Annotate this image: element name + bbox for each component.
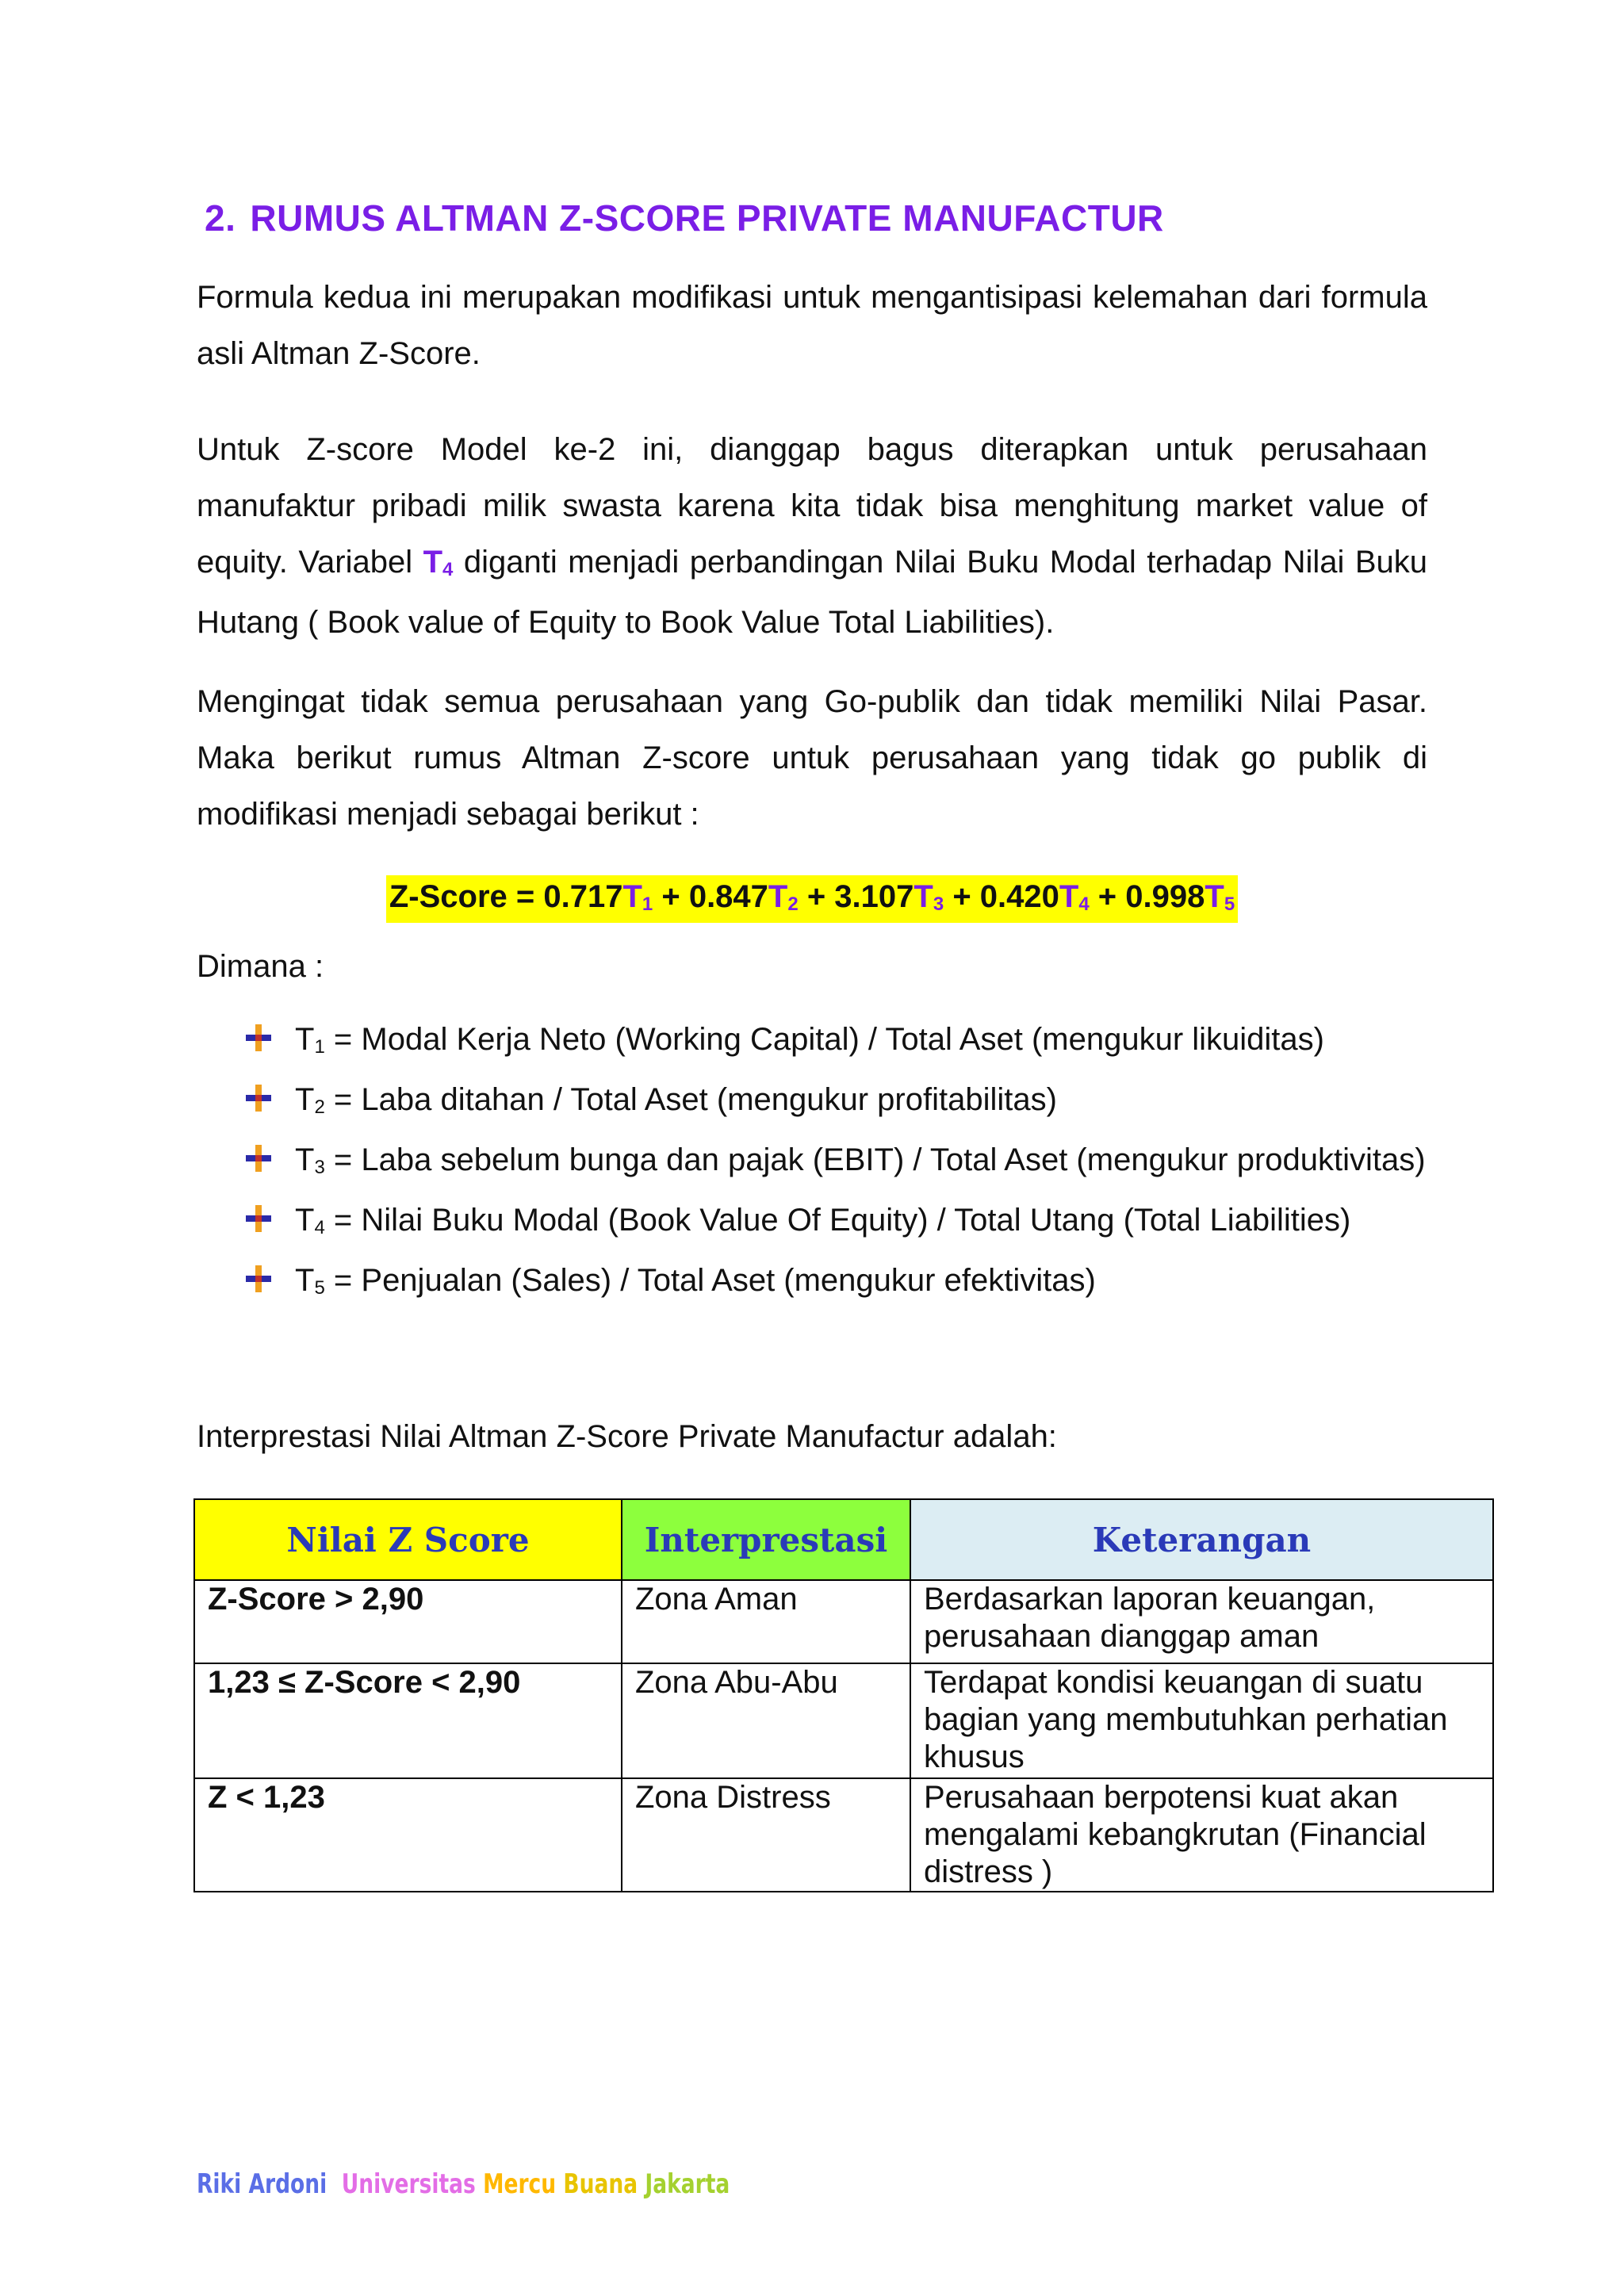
formula-coef-5: + 0.998: [1089, 879, 1205, 914]
formula-term-t1: T: [622, 879, 642, 914]
formula-term-t2: T: [768, 879, 788, 914]
dimana-label: Dimana :: [197, 949, 324, 984]
bullet-plus-icon: [246, 1024, 271, 1051]
list-item: [238, 1253, 1427, 1313]
formula-coef-3: + 3.107: [798, 879, 914, 914]
formula-coef-2: + 0.847: [653, 879, 768, 914]
cell-nilai: Z < 1,23: [194, 1778, 622, 1892]
paragraph-2: [197, 422, 1427, 651]
list-var-sub: 1: [314, 1036, 325, 1058]
formula-term-t4: T: [1059, 879, 1079, 914]
variable-list: [238, 1012, 1427, 1313]
zscore-table: [193, 1498, 1494, 1892]
formula-coef-4: + 0.420: [944, 879, 1059, 914]
interpretation-intro: Interprestasi Nilai Altman Z-Score Private Manufactur adalah:: [197, 1419, 1057, 1454]
cell-nilai: 1,23 ≤ Z-Score < 2,90: [194, 1663, 622, 1778]
cell-keterangan: Berdasarkan laporan keuangan, perusahaan dianggap aman: [910, 1580, 1493, 1663]
variable-t4: [423, 545, 454, 580]
cell-keterangan: Terdapat kondisi keuangan di suatu bagian yang membutuhkan perhatian khusus: [910, 1663, 1493, 1778]
list-text: = Nilai Buku Modal (Book Value Of Equity) / Total Utang (Total Liabilities): [324, 1203, 1351, 1238]
footer-author: Riki Ardoni: [197, 2168, 327, 2200]
formula-prefix: Z-Score = 0.717: [389, 879, 623, 914]
zscore-formula: [386, 875, 1238, 923]
cell-keterangan: Perusahaan berpotensi kuat akan mengalami kebangkrutan (Financial distress ): [910, 1778, 1493, 1892]
formula-sub-3: 3: [933, 894, 944, 915]
section-title: RUMUS ALTMAN Z-SCORE PRIVATE MANUFACTUR: [250, 197, 1164, 239]
list-var-sub: 3: [314, 1157, 325, 1178]
list-text: = Penjualan (Sales) / Total Aset (mengukur efektivitas): [324, 1263, 1096, 1298]
cell-interprestasi: Zona Aman: [622, 1580, 910, 1663]
cell-interprestasi: Zona Distress: [622, 1778, 910, 1892]
variable-letter: T: [423, 545, 443, 580]
section-number: 2.: [205, 197, 236, 239]
footer-word-mercu: Mercu: [483, 2168, 557, 2200]
table-row: [194, 1778, 1493, 1892]
paragraph-1: Formula kedua ini merupakan modifikasi untuk mengantisipasi kelemahan dari formula asli Altman Z-Score.: [197, 280, 1427, 371]
list-var: T: [295, 1082, 315, 1117]
footer-word-universitas: Universitas: [341, 2168, 476, 2200]
formula-sub-4: 4: [1078, 894, 1090, 915]
footer-credit: [197, 2168, 730, 2200]
table-header-row: [194, 1499, 1493, 1580]
formula-sub-1: 1: [642, 894, 653, 915]
bullet-plus-icon: [246, 1265, 271, 1292]
bullet-plus-icon: [246, 1145, 271, 1172]
footer-word-buana: Buana: [563, 2168, 638, 2200]
variable-subscript: 4: [442, 559, 454, 580]
paragraph-2-after: diganti menjadi perbandingan Nilai Buku Modal terhadap Nilai Buku Hutang ( Book value of Equity to Book Value Total Liabilities).: [197, 545, 1427, 640]
footer-word-jakarta: Jakarta: [645, 2168, 730, 2200]
list-item: [238, 1192, 1427, 1253]
header-nilai: Nilai Z Score: [194, 1499, 622, 1580]
list-var: T: [295, 1263, 315, 1298]
list-var: T: [295, 1022, 315, 1057]
list-text: = Laba ditahan / Total Aset (mengukur profitabilitas): [324, 1082, 1057, 1117]
list-var: T: [295, 1142, 315, 1177]
formula-term-t5: T: [1205, 879, 1224, 914]
header-interprestasi: Interprestasi: [622, 1499, 910, 1580]
formula-sub-5: 5: [1224, 894, 1235, 915]
list-text: = Laba sebelum bunga dan pajak (EBIT) / Total Aset (mengukur produktivitas): [324, 1142, 1426, 1177]
cell-interprestasi: Zona Abu-Abu: [622, 1663, 910, 1778]
list-item: [238, 1012, 1427, 1072]
cell-nilai: Z-Score > 2,90: [194, 1580, 622, 1663]
section-heading: [205, 197, 1164, 239]
bullet-plus-icon: [246, 1205, 271, 1232]
paragraph-3: Mengingat tidak semua perusahaan yang Go-publik dan tidak memiliki Nilai Pasar. Maka berikut rumus Altman Z-score untuk perusahaan yang tidak go publik di modifikasi menjadi sebagai berikut :: [197, 684, 1427, 832]
table-row: [194, 1580, 1493, 1663]
header-keterangan: Keterangan: [910, 1499, 1493, 1580]
list-var-sub: 5: [314, 1277, 325, 1299]
paragraph-2-before: Untuk Z-score Model ke-2 ini, dianggap bagus diterapkan untuk perusahaan manufaktur pribadi milik swasta karena kita tidak bisa menghitung market value of equity. Variabel: [197, 432, 1427, 580]
list-var-sub: 2: [314, 1096, 325, 1118]
formula-term-t3: T: [914, 879, 933, 914]
formula-sub-2: 2: [787, 894, 799, 915]
list-item: [238, 1072, 1427, 1132]
list-var-sub: 4: [314, 1217, 325, 1238]
table-row: [194, 1663, 1493, 1778]
list-item: [238, 1132, 1427, 1192]
bullet-plus-icon: [246, 1085, 271, 1112]
list-text: = Modal Kerja Neto (Working Capital) / Total Aset (mengukur likuiditas): [324, 1022, 1324, 1057]
formula-container: [0, 875, 1624, 923]
list-var: T: [295, 1203, 315, 1238]
